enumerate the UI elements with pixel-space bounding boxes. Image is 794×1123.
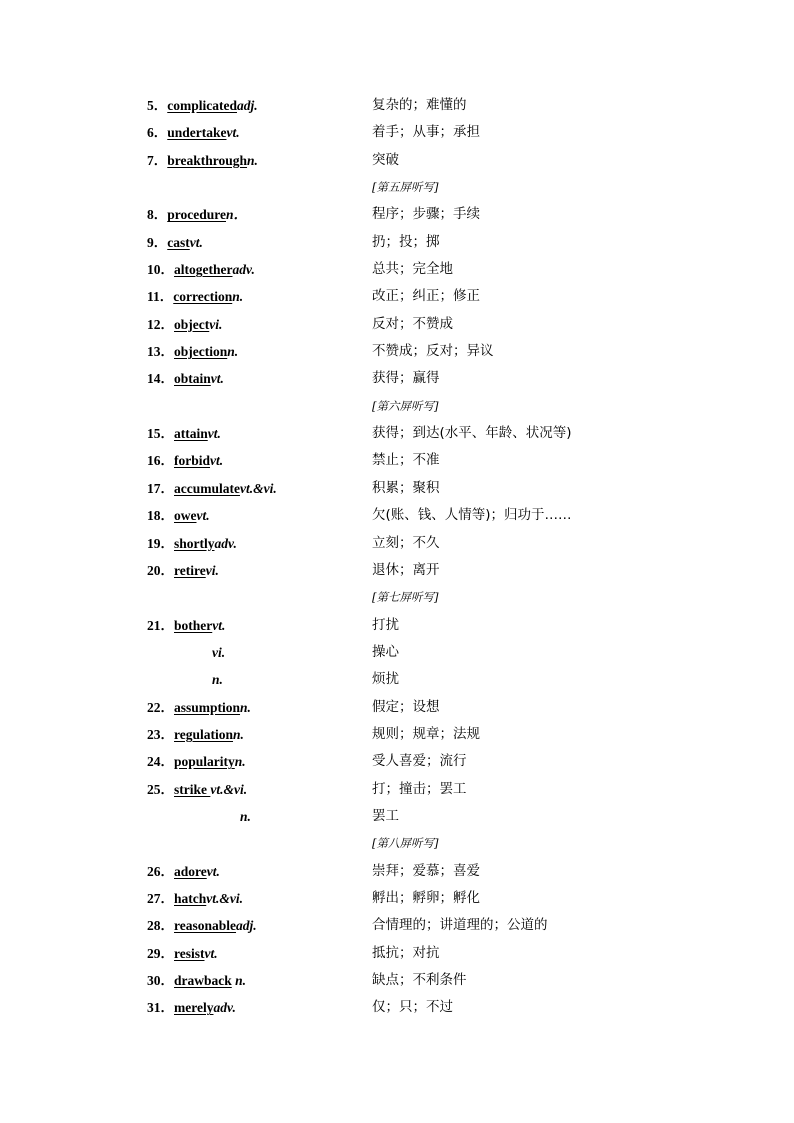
- part-of-speech: n.: [247, 152, 258, 168]
- section-header: [第八屏听写]: [372, 836, 439, 851]
- part-of-speech: vt.: [212, 617, 226, 633]
- vocab-word: assumption: [174, 699, 241, 715]
- vocab-word: objection: [174, 344, 228, 360]
- part-of-speech: vi.: [205, 562, 219, 578]
- entry-number: 28．: [147, 918, 174, 934]
- vocab-row: [0, 912, 794, 939]
- chinese-meaning: 合情理的；讲道理的；公道的: [372, 917, 548, 934]
- entry-number: 31．: [147, 1000, 174, 1016]
- english-entry: [147, 530, 237, 557]
- english-entry: [147, 994, 236, 1021]
- part-of-speech: n.: [240, 808, 251, 824]
- part-of-speech: vt.: [210, 453, 224, 469]
- english-entry: [147, 147, 258, 174]
- part-of-speech: n．: [226, 207, 248, 223]
- english-entry: [147, 502, 210, 529]
- chinese-meaning: 崇拜；爱慕；喜爱: [372, 862, 480, 879]
- vocab-word: breakthrough: [167, 152, 248, 168]
- vocab-row: [0, 119, 794, 146]
- vocab-row: [0, 967, 794, 994]
- english-entry: [147, 967, 246, 994]
- entry-number: 22．: [147, 699, 174, 715]
- vocab-word: regulation: [174, 726, 234, 742]
- entry-number: 24．: [147, 754, 174, 770]
- english-entry: [147, 256, 255, 283]
- chinese-meaning: 复杂的；难懂的: [372, 97, 467, 113]
- english-entry: [147, 119, 240, 146]
- part-of-speech: vt.: [226, 125, 240, 141]
- english-entry: [147, 694, 251, 721]
- entry-number: 5．: [147, 98, 168, 113]
- vocab-word: merely: [174, 1000, 214, 1016]
- part-of-speech: vt.&vi.: [210, 781, 248, 797]
- english-entry: [240, 803, 251, 830]
- vocab-row: [0, 92, 794, 119]
- chinese-meaning: 欠(账、钱、人情等)；归功于……: [372, 507, 572, 524]
- english-entry: [147, 940, 218, 967]
- part-of-speech: n.: [232, 289, 244, 305]
- part-of-speech: vt.: [206, 863, 220, 879]
- vocab-word: bother: [174, 617, 213, 633]
- part-of-speech: adv.: [213, 1000, 236, 1016]
- chinese-meaning: 获得；到达(水平、年龄、状况等): [372, 425, 572, 442]
- entry-number: 19．: [147, 535, 174, 551]
- section-header: [第六屏听写]: [372, 398, 439, 413]
- entry-number: 17．: [147, 480, 174, 496]
- entry-number: 15．: [147, 426, 174, 442]
- vocab-row: [0, 201, 794, 228]
- part-of-speech: n.: [227, 344, 239, 360]
- vocab-word: attain: [174, 426, 208, 442]
- vocab-word: undertake: [167, 125, 227, 141]
- vocab-row: [0, 502, 794, 529]
- chinese-meaning: 获得；赢得: [372, 370, 440, 387]
- entry-number: 6．: [147, 125, 168, 141]
- vocab-word: hatch: [174, 890, 207, 906]
- vocab-word: owe: [174, 508, 197, 524]
- entry-number: 13．: [147, 344, 174, 360]
- vocab-row: [0, 557, 794, 584]
- chinese-meaning: 罢工: [372, 807, 399, 824]
- vocab-row: [0, 475, 794, 502]
- vocab-word: procedure: [167, 207, 226, 223]
- chinese-meaning: 积累；聚积: [372, 479, 440, 496]
- vocab-row: [0, 229, 794, 256]
- part-of-speech: n.: [212, 672, 223, 688]
- entry-number: 23．: [147, 726, 174, 742]
- section-header: [第七屏听写]: [372, 590, 439, 605]
- chinese-meaning: 不赞成；反对；异议: [372, 343, 494, 360]
- english-entry: [147, 420, 221, 447]
- vocab-word: popularity: [174, 754, 235, 770]
- vocab-word: retire: [174, 562, 206, 578]
- vocab-word: reasonable: [174, 918, 237, 934]
- chinese-meaning: 禁止；不准: [372, 452, 440, 469]
- chinese-meaning: 突破: [372, 151, 399, 168]
- english-entry: [147, 612, 225, 639]
- part-of-speech: n.: [231, 973, 247, 988]
- entry-number: 12．: [147, 316, 174, 332]
- section-header-row: [0, 584, 794, 611]
- chinese-meaning: 总共；完全地: [372, 261, 453, 278]
- chinese-meaning: 立刻；不久: [372, 534, 440, 551]
- part-of-speech: adj.: [236, 918, 257, 934]
- vocab-word: cast: [167, 234, 190, 250]
- chinese-meaning: 受人喜爱；流行: [372, 753, 467, 770]
- vocab-row: [0, 338, 794, 365]
- vocab-word: forbid: [174, 453, 211, 469]
- english-entry: [147, 447, 223, 474]
- part-of-speech: n.: [233, 726, 244, 742]
- part-of-speech: vi.: [209, 316, 223, 332]
- vocab-word: adore: [174, 863, 207, 879]
- part-of-speech: vt.: [210, 371, 224, 387]
- vocab-word: obtain: [174, 371, 211, 387]
- part-of-speech: vt.: [207, 426, 221, 442]
- chinese-meaning: 操心: [372, 643, 399, 660]
- vocab-word: strike: [174, 781, 211, 797]
- vocab-row: [0, 748, 794, 775]
- vocab-row: [0, 639, 794, 666]
- chinese-meaning: 假定；设想: [372, 698, 440, 715]
- chinese-meaning: 规则；规章；法规: [372, 725, 480, 742]
- chinese-meaning: 缺点；不利条件: [372, 972, 467, 988]
- english-entry: [147, 311, 222, 338]
- vocab-row: [0, 803, 794, 830]
- english-entry: [147, 338, 238, 365]
- vocab-word: object: [174, 316, 210, 332]
- vocab-row: [0, 311, 794, 338]
- english-entry: [147, 283, 243, 310]
- vocab-row: [0, 612, 794, 639]
- vocab-row: [0, 530, 794, 557]
- vocab-row: [0, 721, 794, 748]
- vocabulary-list: [0, 92, 794, 1022]
- english-entry: [147, 365, 224, 392]
- chinese-meaning: 反对；不赞成: [372, 315, 453, 332]
- chinese-meaning: 抵抗；对抗: [372, 944, 440, 961]
- english-entry: [147, 776, 247, 803]
- entry-number: 30．: [147, 973, 174, 988]
- vocab-row: [0, 666, 794, 693]
- entry-number: 18．: [147, 508, 174, 524]
- vocab-row: [0, 885, 794, 912]
- entry-number: 16．: [147, 453, 174, 469]
- part-of-speech: vt.: [204, 945, 218, 961]
- vocab-row: [0, 940, 794, 967]
- vocab-word: shortly: [174, 535, 215, 551]
- vocab-row: [0, 447, 794, 474]
- part-of-speech: vt.&vi.: [239, 480, 277, 496]
- entry-number: 8．: [147, 207, 168, 223]
- english-entry: [147, 912, 257, 939]
- chinese-meaning: 烦扰: [372, 671, 399, 688]
- part-of-speech: vt.: [196, 508, 210, 524]
- english-entry: [147, 858, 220, 885]
- section-header: [第五屏听写]: [372, 180, 439, 195]
- section-header-row: [0, 174, 794, 201]
- vocab-row: [0, 256, 794, 283]
- vocab-word: altogether: [174, 262, 233, 278]
- vocab-row: [0, 283, 794, 310]
- part-of-speech: vt.&vi.: [206, 890, 244, 906]
- entry-number: 26．: [147, 863, 174, 879]
- vocab-word: accumulate: [174, 480, 240, 496]
- chinese-meaning: 打；撞击；罢工: [372, 780, 467, 797]
- english-entry: [212, 666, 223, 693]
- english-entry: [147, 92, 258, 119]
- part-of-speech: adv.: [232, 262, 255, 278]
- vocab-row: [0, 776, 794, 803]
- part-of-speech: vt.: [189, 234, 203, 250]
- chinese-meaning: 仅；只；不过: [372, 999, 453, 1016]
- section-header-row: [0, 393, 794, 420]
- part-of-speech: vi.: [212, 644, 226, 660]
- entry-number: 27．: [147, 890, 174, 906]
- english-entry: [147, 201, 247, 228]
- entry-number: 11．: [147, 289, 174, 305]
- english-entry: [147, 475, 277, 502]
- chinese-meaning: 着手；从事；承担: [372, 124, 480, 141]
- chinese-meaning: 退休；离开: [372, 561, 440, 578]
- vocab-word: complicated: [167, 98, 237, 113]
- entry-number: 9．: [147, 234, 168, 250]
- vocab-row: [0, 694, 794, 721]
- entry-number: 21．: [147, 617, 174, 633]
- english-entry: [147, 229, 203, 256]
- english-entry: [147, 748, 246, 775]
- entry-number: 25．: [147, 781, 174, 797]
- chinese-meaning: 打扰: [372, 616, 399, 633]
- entry-number: 20．: [147, 562, 174, 578]
- part-of-speech: n.: [240, 699, 251, 715]
- chinese-meaning: 孵出；孵卵；孵化: [372, 889, 480, 906]
- chinese-meaning: 程序；步骤；手续: [372, 206, 480, 223]
- vocab-word: correction: [173, 289, 233, 305]
- english-entry: [147, 557, 219, 584]
- entry-number: 7．: [147, 152, 168, 168]
- entry-number: 29．: [147, 945, 174, 961]
- entry-number: 14．: [147, 371, 174, 387]
- vocab-row: [0, 420, 794, 447]
- vocab-word: drawback: [174, 973, 232, 988]
- part-of-speech: n.: [234, 754, 246, 770]
- english-entry: [147, 721, 244, 748]
- entry-number: 10．: [147, 262, 174, 278]
- english-entry: [147, 885, 243, 912]
- english-entry: [212, 639, 225, 666]
- part-of-speech: adj.: [237, 98, 258, 113]
- vocab-row: [0, 858, 794, 885]
- vocab-row: [0, 365, 794, 392]
- section-header-row: [0, 830, 794, 857]
- chinese-meaning: 改正；纠正；修正: [372, 288, 480, 305]
- vocab-word: resist: [174, 945, 205, 961]
- chinese-meaning: 扔；投；掷: [372, 233, 440, 250]
- vocab-row: [0, 994, 794, 1021]
- part-of-speech: adv.: [214, 535, 237, 551]
- vocab-row: [0, 147, 794, 174]
